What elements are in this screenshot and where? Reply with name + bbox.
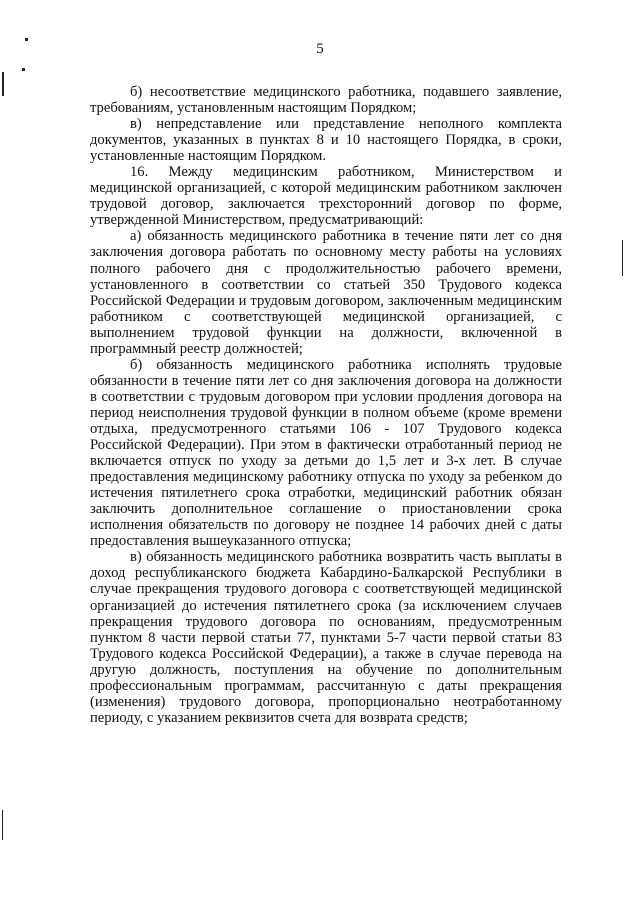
document-body (90, 84, 562, 726)
paragraph-item-b: б) несоответствие медицинского работника, подавшего заявление, требованиям, установленным настоящим Порядком; (90, 84, 562, 117)
scan-edge-line (622, 240, 623, 276)
paragraph-subclause-a: а) обязанность медицинского работника в течение пяти лет со дня заключения договора работать по основному месту работы на условиях полного рабочего дня с продолжительностью рабочего времени, установленного в соответствии со статьей 350 Трудового кодекса Российской Федерации и трудовым договором, заключенным медицинским работником с соответствующей медицинской организацией, с выполнением трудовой функции на должности, включенной в программный реестр должностей; (90, 228, 562, 357)
scan-dot (22, 68, 25, 71)
scan-edge-line (2, 810, 3, 840)
paragraph-subclause-v: в) обязанность медицинского работника возвратить часть выплаты в доход республиканского бюджета Кабардино-Балкарской Республики в случае прекращения трудового договора с соответствующей медицинской организацией до истечения пятилетнего срока (за исключением случаев прекращения трудового договора по основаниям, предусмотренным пунктом 8 части первой статьи 77, пунктами 5-7 части первой статьи 83 Трудового кодекса Российской Федерации), а также в случае перевода на другую должность, поступления на обучение по дополнительным профессиональным программам, рассчитанную с даты прекращения (изменения) трудового договора, пропорционально неотработанному периоду, с указанием реквизитов счета для возврата средств; (90, 549, 562, 726)
scan-edge-line (2, 72, 4, 96)
paragraph-clause-16: 16. Между медицинским работником, Министерством и медицинской организацией, с которой медицинским работником заключен трудовой договор, заключается трехсторонний договор по форме, утвержденной Министерством, предусматривающий: (90, 164, 562, 229)
page-number: 5 (316, 41, 324, 57)
paragraph-subclause-b: б) обязанность медицинского работника исполнять трудовые обязанности в течение пяти лет со дня заключения договора на должности в соответствии с трудовым договором при условии продления договора на период неисполнения трудовой функции в полном объеме (кроме времени отдыха, предусмотренного статьями 106 - 107 Трудового кодекса Российской Федерации). При этом в фактически отработанный период не включается отпуск по уходу за детьми до 1,5 лет и 3-х лет. В случае предоставления медицинскому работнику отпуска по уходу за ребенком до истечения пятилетнего срока отработки, медицинский работник обязан заключить дополнительное соглашение о приостановлении срока исполнения обязательств по договору не позднее 14 рабочих дней с даты предоставления вышеуказанного отпуска; (90, 356, 562, 550)
paragraph-item-v: в) непредставление или представление неполного комплекта документов, указанных в пунктах 8 и 10 настоящего Порядка, в сроки, установленные настоящим Порядком. (90, 116, 562, 165)
